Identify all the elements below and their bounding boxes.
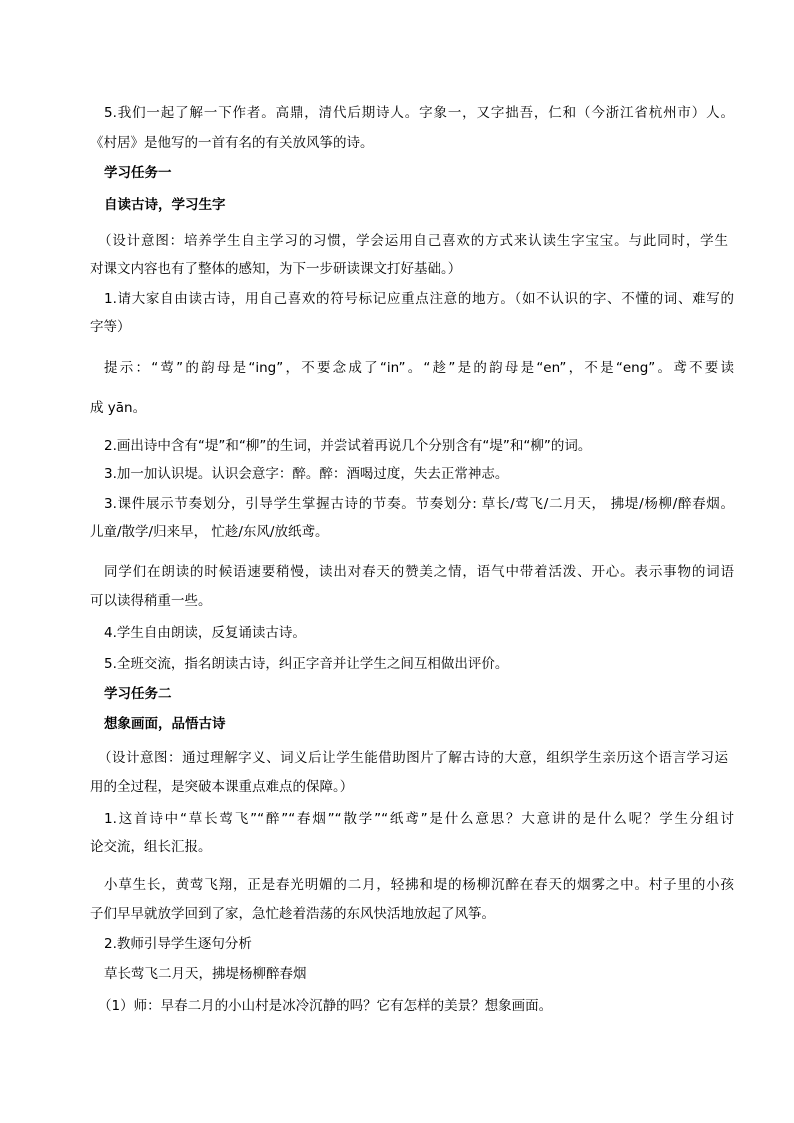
pronunciation-hint-line-1: 提示：“莺”的韵母是“ing”，不要念成了“in”。“趁”是的韵母是“en”，不是“eng”。鸢不要读 <box>104 360 734 376</box>
task1-step4: 4.学生自由朗读，反复诵读古诗。 <box>104 625 306 641</box>
task2-step2: 2.教师引导学生逐句分析 <box>104 936 252 952</box>
task1-design-intent-line-1: （设计意图：培养学生自主学习的习惯，学会运用自己喜欢的方式来认读生字宝宝。与此同时，学生 <box>98 233 728 249</box>
task2-heading: 学习任务二 <box>104 686 172 702</box>
reading-guidance-line-1: 同学们在朗读的时候语速要稍慢，读出对春天的赞美之情，语气中带着活泼、开心。表示事物的词语 <box>104 564 734 580</box>
task2-design-intent-line-1: （设计意图：通过理解字义、词义后让学生能借助图片了解古诗的大意，组织学生亲历这个语言学习运 <box>98 750 728 766</box>
task2-subheading: 想象画面，品悟古诗 <box>104 716 226 732</box>
task1-step2: 2.画出诗中含有“堤”和“柳”的生词，并尝试着再说几个分别含有“堤”和“柳”的词。 <box>104 438 592 454</box>
task1-step1-line-2: 字等） <box>90 319 131 335</box>
reading-guidance-line-2: 可以读得稍重一些。 <box>90 593 212 609</box>
teacher-question-1: （1）师：早春二月的小山村是冰冷沉静的吗？它有怎样的美景？想象画面。 <box>98 998 553 1014</box>
task1-subheading: 自读古诗，学习生字 <box>104 197 226 213</box>
rhythm-division-line-2: 儿童/散学/归来早， 忙趁/东风/放纸鸢。 <box>90 524 329 540</box>
poem-meaning-line-2: 子们早早就放学回到了家，急忙趁着浩荡的东风快活地放起了风筝。 <box>90 906 495 922</box>
poem-line: 草长莺飞二月天，拂堤杨柳醉春烟 <box>104 966 307 982</box>
task2-step1-line-1: 1.这首诗中“草长莺飞”“醉”“春烟”“散学”“纸鸢”是什么意思？大意讲的是什么呢？学生分组讨 <box>104 811 734 827</box>
rhythm-division-line-1: 3.课件展示节奏划分，引导学生掌握古诗的节奏。节奏划分: 草长/莺飞/二月天， 拂堤/杨柳/醉春烟。 <box>104 496 734 512</box>
author-intro-line-1: 5.我们一起了解一下作者。高鼎，清代后期诗人。字象一，又字拙吾，仁和（今浙江省杭州市）人。 <box>104 105 734 121</box>
task2-design-intent-line-2: 用的全过程，是突破本课重点难点的保障。） <box>90 779 354 795</box>
task1-heading: 学习任务一 <box>104 165 172 181</box>
pronunciation-hint-line-2: 成 yān。 <box>90 400 147 416</box>
poem-meaning-line-1: 小草生长，黄莺飞翔，正是春光明媚的二月，轻拂和堤的杨柳沉醉在春天的烟雾之中。村子里的小孩 <box>104 877 734 893</box>
task1-step5: 5.全班交流，指名朗读古诗，纠正字音并让学生之间互相做出评价。 <box>104 656 509 672</box>
task1-step3a: 3.加一加认识堤。认识会意字：醉。醉：酒喝过度，失去正常神志。 <box>104 466 509 482</box>
task1-design-intent-line-2: 对课文内容也有了整体的感知，为下一步研读课文打好基础。） <box>90 261 462 277</box>
task1-step1-line-1: 1.请大家自由读古诗，用自己喜欢的符号标记应重点注意的地方。（如不认识的字、不懂的词、难写的 <box>104 291 734 307</box>
task2-step1-line-2: 论交流，组长汇报。 <box>90 839 212 855</box>
author-intro-line-2: 《村居》是他写的一首有名的有关放风筝的诗。 <box>90 135 374 151</box>
